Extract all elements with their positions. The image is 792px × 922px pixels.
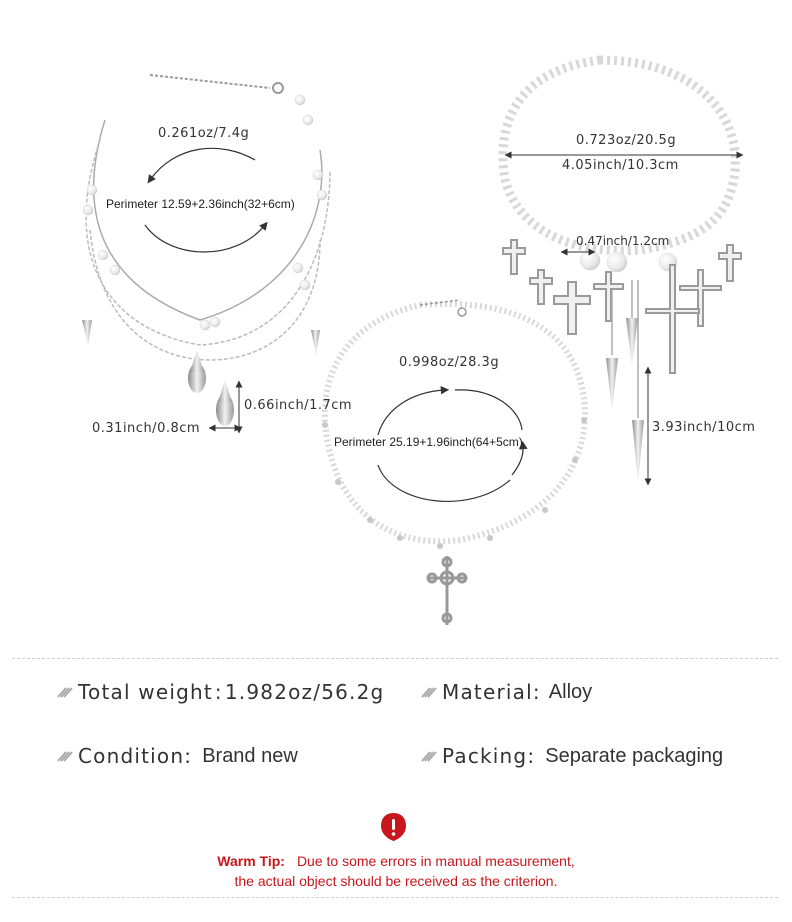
feather-icon bbox=[420, 749, 438, 763]
spec-condition-label: Condition: bbox=[78, 744, 193, 768]
feather-icon bbox=[420, 685, 438, 699]
right-necklace-weight: 0.723oz/20.5g bbox=[576, 133, 677, 148]
left-drop-width: 0.31inch/0.8cm bbox=[92, 421, 201, 436]
warm-tip-line1 bbox=[0, 853, 792, 869]
feather-icon bbox=[56, 685, 74, 699]
spec-packing bbox=[420, 744, 723, 768]
left-necklace-perimeter: Perimeter 12.59+2.36inch(32+6cm) bbox=[106, 197, 295, 211]
spec-condition bbox=[56, 744, 298, 768]
cross-pendant bbox=[428, 556, 466, 625]
spec-total-weight-value: 1.982oz/56.2g bbox=[224, 680, 385, 704]
spec-material-value: Alloy bbox=[548, 680, 593, 703]
spec-condition-value: Brand new bbox=[202, 744, 298, 767]
right-necklace bbox=[503, 60, 741, 482]
feather-icon bbox=[56, 749, 74, 763]
spec-total-weight bbox=[56, 680, 384, 704]
spec-total-weight-label: Total weight bbox=[78, 680, 213, 704]
spec-packing-label: Packing: bbox=[442, 744, 536, 768]
divider-bottom bbox=[12, 897, 778, 898]
middle-necklace bbox=[322, 300, 587, 625]
divider-top bbox=[12, 658, 778, 659]
spec-material-label: Material: bbox=[442, 680, 541, 704]
middle-necklace-weight: 0.998oz/28.3g bbox=[399, 355, 500, 370]
warning-icon bbox=[380, 812, 407, 842]
left-drop-length: 0.66inch/1.7cm bbox=[244, 398, 353, 413]
spec-material bbox=[420, 680, 592, 704]
spec-packing-value: Separate packaging bbox=[545, 744, 724, 767]
warm-tip-line2: the actual object should be received as the criterion. bbox=[234, 873, 558, 889]
middle-necklace-perimeter: Perimeter 25.19+1.96inch(64+5cm) bbox=[334, 435, 523, 449]
left-necklace-weight: 0.261oz/7.4g bbox=[158, 126, 250, 141]
right-necklace-width: 4.05inch/10.3cm bbox=[562, 158, 679, 173]
warm-tip-text1: Due to some errors in manual measurement, bbox=[296, 853, 575, 869]
right-cross-width: 0.47inch/1.2cm bbox=[576, 234, 670, 248]
warm-tip-title: Warm Tip: bbox=[217, 853, 285, 869]
right-drop-length: 3.93inch/10cm bbox=[652, 420, 756, 435]
spec-total-weight-sep: : bbox=[214, 680, 223, 704]
